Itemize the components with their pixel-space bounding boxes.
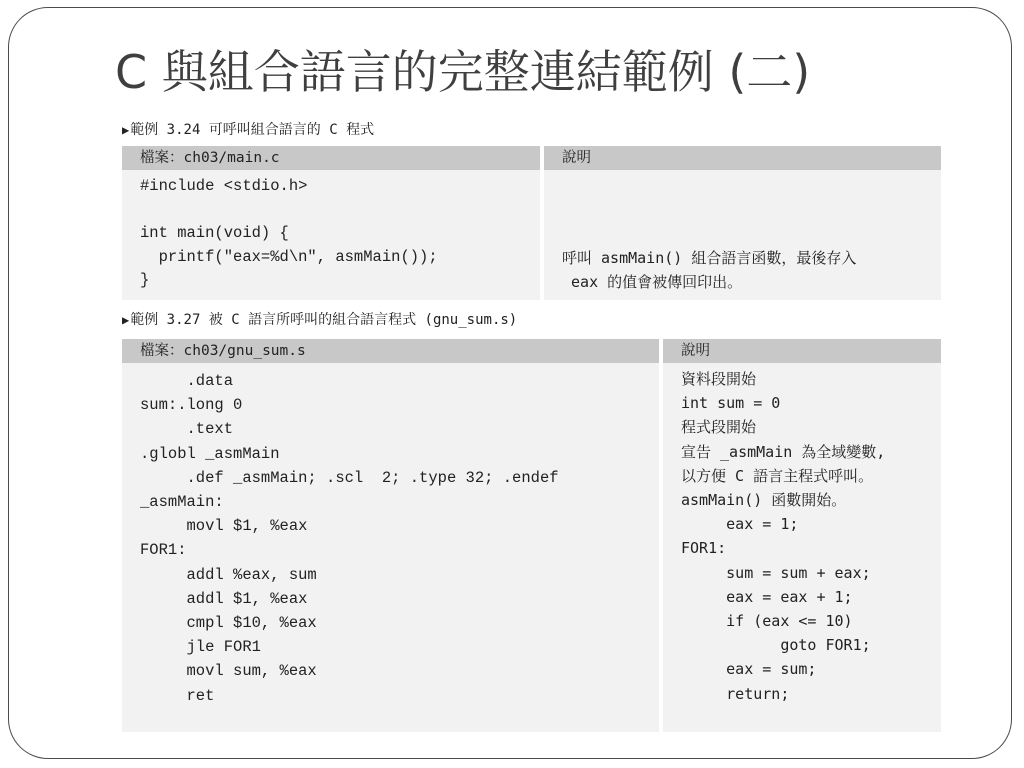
example-2-notes-header: 說明 [663, 339, 941, 363]
example-2-notes: 資料段開始 int sum = 0 程式段開始 宣告 _asmMain 為全域變數, 以方便 C 語言主程式呼叫。 asmMain() 函數開始。 eax = 1; FOR1: sum = sum + eax; eax = eax + 1; if (eax <= 10) goto FOR1; eax = sum; return; [681, 370, 886, 703]
example-1-code-panel [122, 146, 540, 300]
example-2-caption [122, 310, 517, 330]
example-2-code: .data sum:.long 0 .text .globl _asmMain .def _asmMain; .scl 2; .type 32; .endef _asmMain: movl $1, %eax FOR1: addl %eax, sum addl $1, %eax cmpl $10, %eax jle FOR1 movl sum, %eax ret [140, 372, 559, 705]
example-1-notes-header: 說明 [544, 146, 941, 170]
example-2-file-header: 檔案：ch03/gnu_sum.s [122, 339, 659, 363]
example-2-caption-text: 範例 3.27 被 C 語言所呼叫的組合語言程式 (gnu_sum.s) [130, 312, 518, 328]
example-2-code-panel [122, 339, 659, 732]
example-1-caption [122, 120, 374, 140]
example-1-code: #include <stdio.h> int main(void) { printf("eax=%d\n", asmMain()); } [140, 177, 438, 289]
slide-title: C 與組合語言的完整連結範例 (二) [115, 45, 811, 99]
example-1-note: 呼叫 asmMain() 組合語言函數，最後存入 eax 的值會被傳回印出。 [562, 249, 857, 291]
triangle-bullet-icon: ▶ [122, 313, 130, 327]
example-1-notes-panel [544, 146, 941, 300]
example-1-file-header: 檔案：ch03/main.c [122, 146, 540, 170]
example-2-notes-panel [663, 339, 941, 732]
example-1-caption-text: 範例 3.24 可呼叫組合語言的 C 程式 [130, 122, 375, 138]
triangle-bullet-icon: ▶ [122, 123, 130, 137]
